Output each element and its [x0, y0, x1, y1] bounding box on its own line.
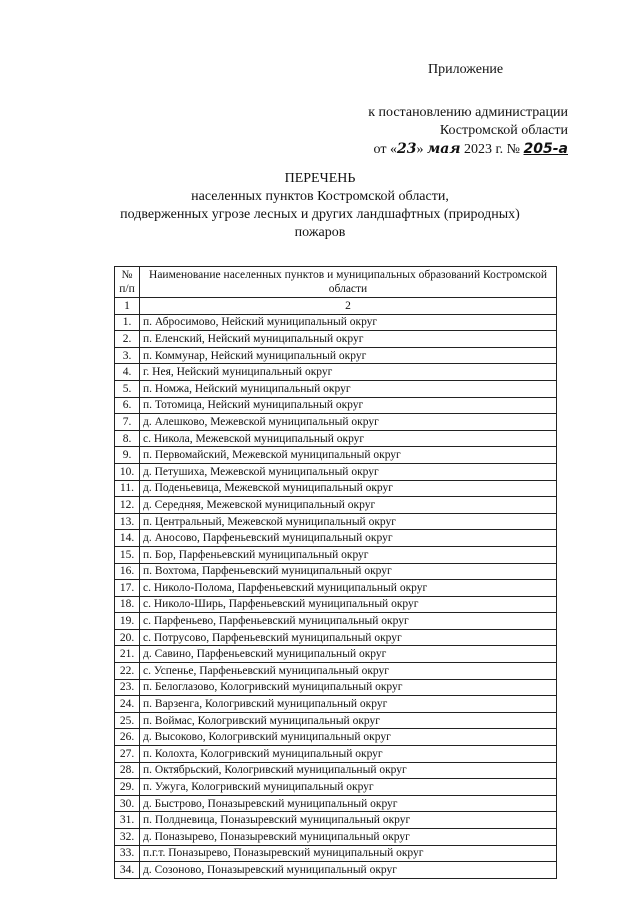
table-row: [115, 812, 557, 829]
row-settlement-name: д. Аносово, Парфеньевский муниципальный округ: [140, 530, 557, 547]
row-settlement-name: п. Белоглазово, Кологривский муниципальный округ: [140, 679, 557, 696]
row-number: 31.: [115, 812, 140, 829]
row-number: 26.: [115, 729, 140, 746]
table-row: [115, 430, 557, 447]
table-row: [115, 380, 557, 397]
table-row: [115, 546, 557, 563]
row-settlement-name: п. Октябрьский, Кологривский муниципальный округ: [140, 762, 557, 779]
title-line-3: подверженных угрозе лесных и других ландшафтных (природных): [120, 207, 520, 222]
table-row: [115, 729, 557, 746]
settlements-table: [114, 266, 557, 879]
table-row: [115, 696, 557, 713]
table-row: [115, 497, 557, 514]
row-settlement-name: п. Коммунар, Нейский муниципальный округ: [140, 347, 557, 364]
row-settlement-name: с. Никола, Межевской муниципальный округ: [140, 430, 557, 447]
table-row: [115, 364, 557, 381]
table-row: [115, 762, 557, 779]
row-settlement-name: с. Потрусово, Парфеньевский муниципальный округ: [140, 629, 557, 646]
table-row: [115, 613, 557, 630]
row-settlement-name: с. Николо-Ширь, Парфеньевский муниципальный округ: [140, 596, 557, 613]
row-settlement-name: д. Поденьевица, Межевской муниципальный округ: [140, 480, 557, 497]
table-row: [115, 563, 557, 580]
row-number: 30.: [115, 795, 140, 812]
row-settlement-name: д. Алешково, Межевской муниципальный округ: [140, 414, 557, 431]
row-number: 27.: [115, 746, 140, 763]
row-number: 10.: [115, 463, 140, 480]
row-number: 13.: [115, 513, 140, 530]
row-settlement-name: п. Колохта, Кологривский муниципальный округ: [140, 746, 557, 763]
table-row: [115, 829, 557, 846]
decree-reference: [368, 104, 568, 159]
row-number: 4.: [115, 364, 140, 381]
decree-line-1: к постановлению администрации: [368, 105, 568, 120]
row-settlement-name: г. Нея, Нейский муниципальный округ: [140, 364, 557, 381]
row-settlement-name: п. Вохтома, Парфеньевский муниципальный округ: [140, 563, 557, 580]
row-number: 32.: [115, 829, 140, 846]
decree-number: 205-а: [523, 141, 568, 157]
row-number: 25.: [115, 712, 140, 729]
table-row: [115, 629, 557, 646]
table-row: [115, 414, 557, 431]
decree-date-line: [368, 140, 568, 159]
date-prefix: от «: [373, 142, 397, 157]
row-settlement-name: д. Поназырево, Поназыревский муниципальный округ: [140, 829, 557, 846]
row-number: 16.: [115, 563, 140, 580]
row-settlement-name: п. Воймас, Кологривский муниципальный округ: [140, 712, 557, 729]
row-number: 1.: [115, 314, 140, 331]
row-number: 7.: [115, 414, 140, 431]
table-row: [115, 862, 557, 879]
row-settlement-name: п. Бор, Парфеньевский муниципальный округ: [140, 546, 557, 563]
row-settlement-name: с. Парфеньево, Парфеньевский муниципальный округ: [140, 613, 557, 630]
table-row: [115, 447, 557, 464]
row-settlement-name: д. Середняя, Межевской муниципальный округ: [140, 497, 557, 514]
row-number: 8.: [115, 430, 140, 447]
table-row: [115, 646, 557, 663]
row-number: 18.: [115, 596, 140, 613]
row-settlement-name: д. Высоково, Кологривский муниципальный округ: [140, 729, 557, 746]
table-row: [115, 679, 557, 696]
date-day: 23: [396, 141, 417, 157]
table-row: [115, 331, 557, 348]
row-number: 5.: [115, 380, 140, 397]
decree-line-2: Костромской области: [439, 123, 568, 138]
row-number: 23.: [115, 679, 140, 696]
row-settlement-name: п. Варзенга, Кологривский муниципальный округ: [140, 696, 557, 713]
row-settlement-name: д. Петушиха, Межевской муниципальный округ: [140, 463, 557, 480]
row-settlement-name: п. Еленский, Нейский муниципальный округ: [140, 331, 557, 348]
row-number: 22.: [115, 663, 140, 680]
row-number: 20.: [115, 629, 140, 646]
row-number: 9.: [115, 447, 140, 464]
row-number: 29.: [115, 779, 140, 796]
table-row: [115, 779, 557, 796]
index-cell-1: 1: [115, 298, 140, 315]
title-line-4: пожаров: [294, 225, 346, 240]
row-settlement-name: п. Центральный, Межевской муниципальный округ: [140, 513, 557, 530]
row-settlement-name: п. Номжа, Нейский муниципальный округ: [140, 380, 557, 397]
row-settlement-name: с. Успенье, Парфеньевский муниципальный округ: [140, 663, 557, 680]
row-settlement-name: д. Быстрово, Поназыревский муниципальный округ: [140, 795, 557, 812]
row-number: 33.: [115, 845, 140, 862]
table-index-row: [115, 298, 557, 315]
row-number: 12.: [115, 497, 140, 514]
date-mid: »: [416, 142, 427, 157]
row-settlement-name: п. Тотомица, Нейский муниципальный округ: [140, 397, 557, 414]
row-settlement-name: п.г.т. Поназырево, Поназыревский муниципальный округ: [140, 845, 557, 862]
appendix-label: Приложение: [428, 62, 504, 77]
column-header-number: № п/п: [115, 267, 140, 298]
column-header-name: Наименование населенных пунктов и муниципальных образований Костромской области: [140, 267, 557, 298]
row-settlement-name: п. Ужуга, Кологривский муниципальный округ: [140, 779, 557, 796]
table-row: [115, 314, 557, 331]
table-row: [115, 513, 557, 530]
table-row: [115, 530, 557, 547]
row-number: 28.: [115, 762, 140, 779]
row-number: 24.: [115, 696, 140, 713]
document-title: [0, 170, 640, 242]
table-row: [115, 347, 557, 364]
table-row: [115, 746, 557, 763]
row-number: 17.: [115, 580, 140, 597]
row-settlement-name: п. Первомайский, Межевской муниципальный округ: [140, 447, 557, 464]
table-row: [115, 463, 557, 480]
row-number: 19.: [115, 613, 140, 630]
table-row: [115, 480, 557, 497]
row-settlement-name: п. Полдневица, Поназыревский муниципальный округ: [140, 812, 557, 829]
table-row: [115, 663, 557, 680]
row-number: 14.: [115, 530, 140, 547]
index-cell-2: 2: [140, 298, 557, 315]
table-row: [115, 845, 557, 862]
row-settlement-name: д. Созоново, Поназыревский муниципальный округ: [140, 862, 557, 879]
table-row: [115, 397, 557, 414]
row-number: 6.: [115, 397, 140, 414]
table-row: [115, 580, 557, 597]
row-number: 3.: [115, 347, 140, 364]
row-settlement-name: п. Абросимово, Нейский муниципальный округ: [140, 314, 557, 331]
row-settlement-name: д. Савино, Парфеньевский муниципальный округ: [140, 646, 557, 663]
row-number: 34.: [115, 862, 140, 879]
row-settlement-name: с. Николо-Полома, Парфеньевский муниципальный округ: [140, 580, 557, 597]
title-line-2: населенных пунктов Костромской области,: [191, 189, 449, 204]
date-month: мая: [426, 141, 461, 157]
row-number: 15.: [115, 546, 140, 563]
title-line-1: ПЕРЕЧЕНЬ: [284, 171, 356, 186]
row-number: 2.: [115, 331, 140, 348]
table-row: [115, 795, 557, 812]
date-year: 2023 г. №: [460, 142, 524, 157]
row-number: 21.: [115, 646, 140, 663]
row-number: 11.: [115, 480, 140, 497]
table-row: [115, 596, 557, 613]
table-header-row: [115, 267, 557, 298]
table-row: [115, 712, 557, 729]
